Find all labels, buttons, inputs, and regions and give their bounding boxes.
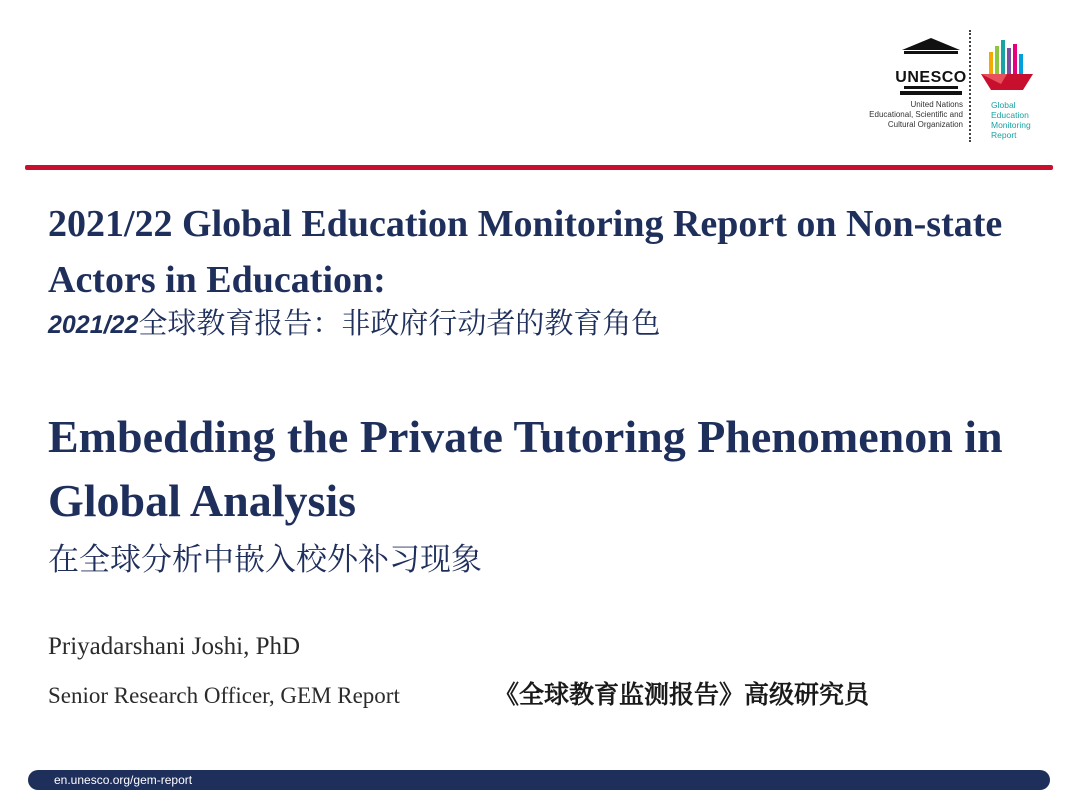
unesco-org-name: United Nations Educational, Scientific and Cultural Organization [869,100,963,129]
report-title-chinese-text: 全球教育报告：非政府行动者的教育角色 [138,308,661,340]
logo-divider [969,30,971,142]
speaker-role: Senior Research Officer, GEM Report [48,683,400,708]
report-title-chinese [48,305,660,344]
gem-report-name: Global Education Monitoring Report [991,100,1031,140]
header-logos [845,28,1055,146]
speaker-role-chinese: 《全球教育监测报告》高级研究员 [494,680,870,709]
header-divider [25,165,1053,170]
talk-title-chinese: 在全球分析中嵌入校外补习现象 [48,542,482,577]
footer-url-link[interactable]: en.unesco.org/gem-report [54,773,193,787]
footer-bar [28,770,1050,790]
report-title: 2021/22 Global Education Monitoring Report on Non-state Actors in Education: [48,203,1003,301]
talk-title: Embedding the Private Tutoring Phenomenon in Global Analysis [48,411,1003,526]
speaker-name: Priyadarshani Joshi, PhD [48,633,301,660]
gem-report-icon [979,40,1035,92]
unesco-wordmark: UNESCO [895,69,967,86]
report-title-chinese-year: 2021/22 [48,311,139,339]
unesco-temple-icon [895,38,967,96]
